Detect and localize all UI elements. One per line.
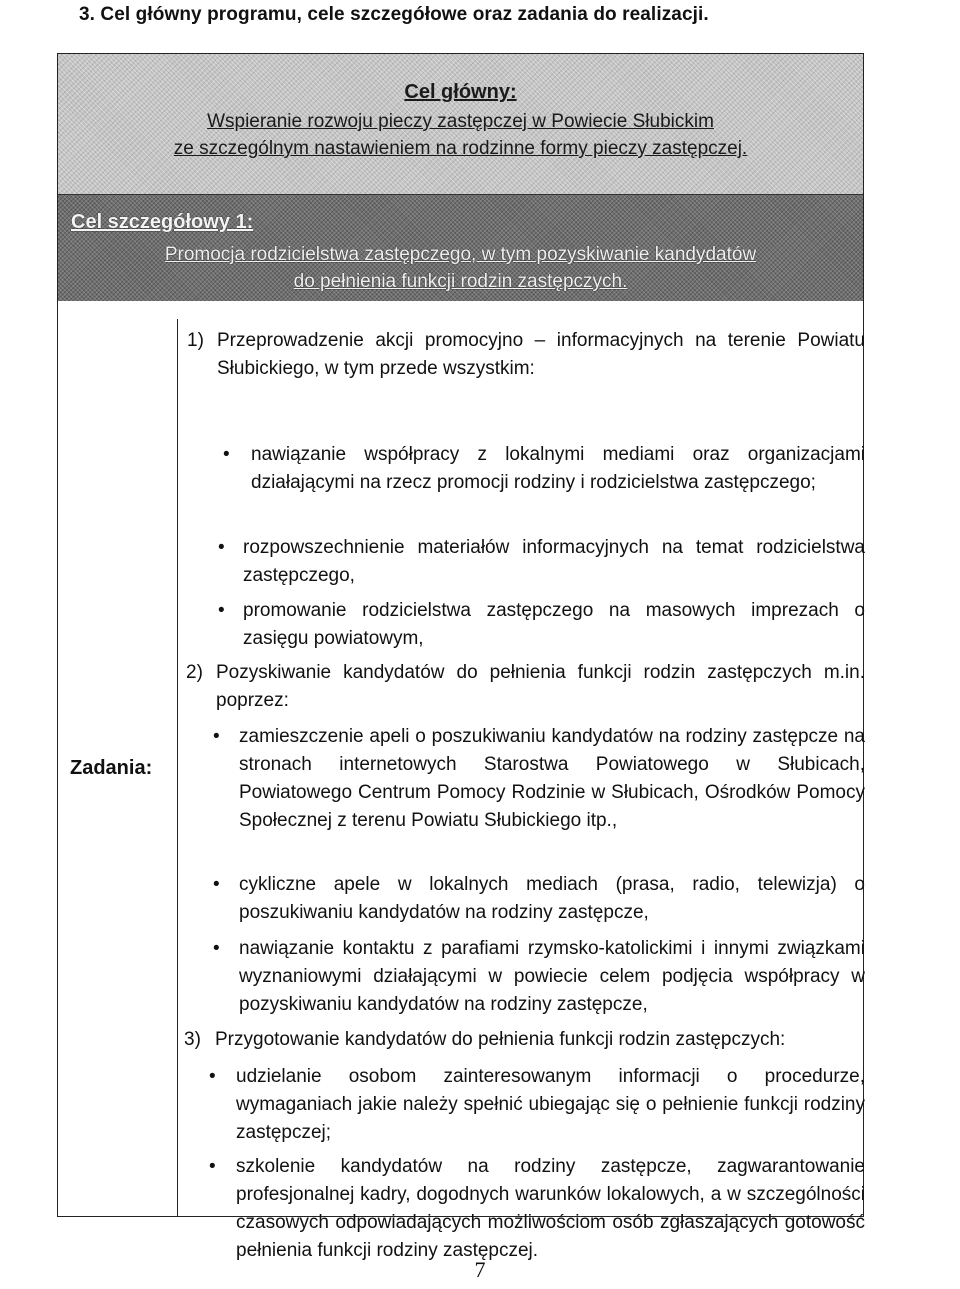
task-3-bullet-1: udzielanie osobom zainteresowanym informacji o procedurze, wymaganiach jakie należy spełnić ubiegając się o pełnienie funkcji rodziny zastępczej; [236, 1066, 865, 1143]
task-1-text: Przeprowadzenie akcji promocyjno – informacyjnych na terenie Powiatu Słubickiego, w tym przede wszystkim: [217, 330, 865, 379]
task-2-bullet-3: nawiązanie kontaktu z parafiami rzymsko-katolickimi i innymi związkami wyznaniowymi działającymi w powiecie celem podjęcia współpracy w pozyskiwaniu kandydatów na rodziny zastępcze, [239, 938, 865, 1015]
bullet: • [213, 938, 220, 959]
task-2-number: 2) [186, 662, 203, 683]
specific-goal-band [58, 194, 863, 301]
column-divider [177, 319, 178, 1216]
main-goal-line-2: ze szczególnym nastawieniem na rodzinne formy pieczy zastępczej. [173, 138, 748, 159]
page-number: 7 [474, 1257, 486, 1282]
task-3-text: Przygotowanie kandydatów do pełnienia funkcji rodzin zastępczych: [215, 1029, 786, 1050]
task-2-bullet-1: zamieszczenie apeli o poszukiwaniu kandydatów na rodziny zastępcze na stronach internetowych Starostwa Powiatowego w Słubicach, Powiatowego Centrum Pomocy Rodzinie w Słubicach, Ośrodków Pomocy Społecznej z terenu Powiatu Słubickiego itp., [239, 726, 865, 831]
tasks-label: Zadania: [70, 757, 153, 779]
task-1-number: 1) [187, 330, 204, 351]
task-3-number: 3) [184, 1029, 201, 1050]
specific-goal-title: Cel szczegółowy 1: [71, 211, 254, 233]
task-1-bullet-3: promowanie rodzicielstwa zastępczego na masowych imprezach o zasięgu powiatowym, [243, 600, 865, 649]
task-1-bullet-1: nawiązanie współpracy z lokalnymi mediami oraz organizacjami działającymi na rzecz promocji rodziny i rodzicielstwa zastępczego; [251, 444, 865, 493]
bullet: • [209, 1066, 216, 1087]
specific-goal-line-2: do pełnienia funkcji rodzin zastępczych. [293, 271, 628, 292]
task-1-bullet-2: rozpowszechnienie materiałów informacyjnych na temat rodzicielstwa zastępczego, [243, 537, 865, 586]
bullet: • [213, 726, 220, 747]
bullet: • [218, 537, 225, 558]
task-3-bullet-2: szkolenie kandydatów na rodziny zastępcze, zagwarantowanie profesjonalnej kadry, dogodnych warunków lokalowych, a w szczególności czasowych odpowiadających możliwościom osób zgłaszających gotowość pełnienia funkcji rodziny zastępczej. [236, 1156, 865, 1261]
bullet: • [209, 1156, 216, 1177]
main-goal-line-1: Wspieranie rozwoju pieczy zastępczej w Powiecie Słubickim [207, 111, 714, 132]
section-heading: 3. Cel główny programu, cele szczegółowe oraz zadania do realizacji. [79, 4, 709, 25]
specific-goal-line-1: Promocja rodzicielstwa zastępczego, w tym pozyskiwanie kandydatów [164, 244, 757, 265]
main-goal-band [58, 54, 863, 194]
goals-table [57, 53, 865, 1261]
task-2-text: Pozyskiwanie kandydatów do pełnienia funkcji rodzin zastępczych m.in. poprzez: [216, 662, 865, 711]
bullet: • [223, 444, 230, 465]
main-goal-title: Cel główny: [404, 81, 517, 103]
bullet: • [218, 600, 225, 621]
tasks-content [179, 319, 865, 1261]
bullet: • [213, 874, 220, 895]
task-2-bullet-2: cykliczne apele w lokalnych mediach (prasa, radio, telewizja) o poszukiwaniu kandydatów na rodziny zastępcze, [239, 874, 865, 923]
